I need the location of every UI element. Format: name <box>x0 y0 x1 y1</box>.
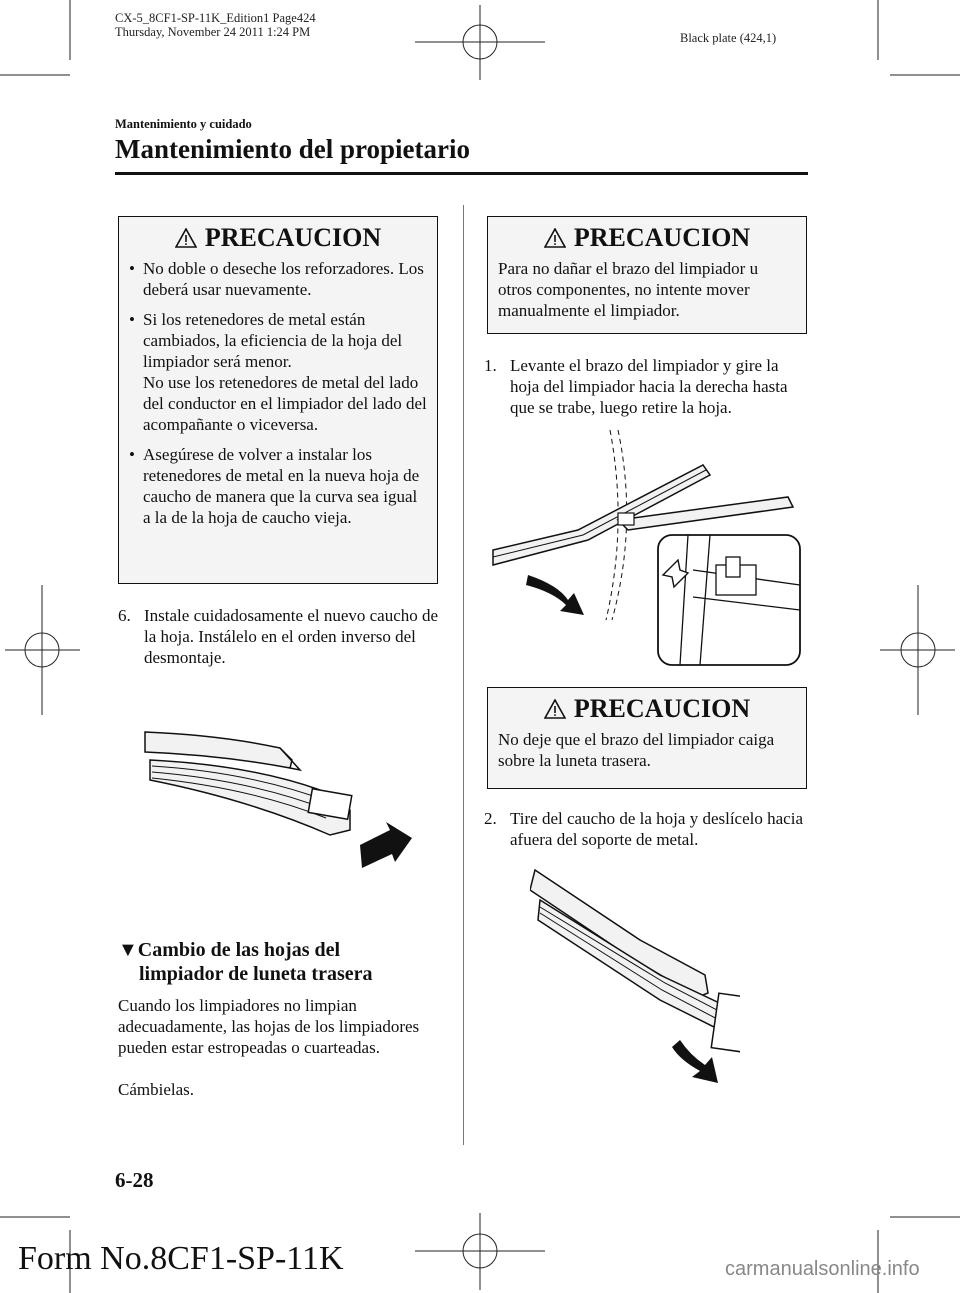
section-label: Mantenimiento y cuidado <box>115 117 252 131</box>
caution-bullet-2 <box>143 309 427 435</box>
caution-bullet-3: • Asegúrese de volver a instalar los retenedores de metal en la nueva hoja de caucho de manera que la curva sea igual a la de la hoja de caucho vieja. <box>143 444 427 528</box>
caution-bullet-1: • No doble o deseche los reforzadores. Los deberá usar nuevamente. <box>143 258 427 300</box>
caution-text-3: No deje que el brazo del limpiador caiga sobre la luneta trasera. <box>498 730 775 770</box>
caution-list-1 <box>119 258 437 528</box>
subsection-marker: ▼ <box>118 939 138 961</box>
print-meta-plate: Black plate (424,1) <box>680 31 777 45</box>
caution-bullet-2-extra: No use los retenedores de metal del lado del conductor en el limpiador del lado del acompañante o viceversa. <box>143 373 427 434</box>
step-2 <box>484 808 810 850</box>
caution-heading-3 <box>488 694 806 723</box>
caution-box-1 <box>118 216 438 584</box>
wiper-blade-install-figure <box>140 720 420 870</box>
caution-label-3: PRECAUCION <box>573 694 751 723</box>
title-rule <box>115 172 808 175</box>
subsection-title <box>118 938 340 962</box>
caution-box-3 <box>487 687 807 789</box>
caution-label-2: PRECAUCION <box>573 223 751 252</box>
page-number: 6-28 <box>115 1168 154 1192</box>
caution-box-2 <box>487 216 807 334</box>
form-number: Form No.8CF1-SP-11K <box>18 1240 344 1277</box>
print-meta-file: CX-5_8CF1-SP-11K_Edition1 Page424 <box>115 11 316 25</box>
step-1 <box>484 355 810 418</box>
print-meta-date: Thursday, November 24 2011 1:24 PM <box>115 25 311 39</box>
rear-wiper-paragraph: Cuando los limpiadores no limpian adecuadamente, las hojas de los limpiadores pueden estar estropeadas o cuarteadas. <box>118 996 420 1057</box>
rear-wiper-rotate-figure <box>488 425 808 670</box>
caution-heading-1 <box>119 223 437 252</box>
rear-wiper-paragraph-2: Cámbielas. <box>118 1080 195 1099</box>
caution-bullet-2-main: Si los retenedores de metal están cambiados, la eficiencia de la hoja del limpiador será menor. <box>143 310 403 371</box>
caution-heading-2 <box>488 223 806 252</box>
step-6-number: 6. <box>118 606 131 625</box>
warning-triangle-icon <box>544 228 566 248</box>
caution-label-1: PRECAUCION <box>204 223 382 252</box>
step-2-number: 2. <box>484 809 497 828</box>
step-2-text: Tire del caucho de la hoja y deslícelo hacia afuera del soporte de metal. <box>510 809 803 849</box>
caution-text-2: Para no dañar el brazo del limpiador u otros componentes, no intente mover manualmente el limpiador. <box>498 259 759 320</box>
step-6-text: Instale cuidadosamente el nuevo caucho de la hoja. Instálelo en el orden inverso del desmontaje. <box>144 606 439 667</box>
watermark: carmanualsonline.info <box>725 1258 920 1280</box>
subsection-title-line2: limpiador de luneta trasera <box>139 963 373 985</box>
warning-triangle-icon <box>544 699 566 719</box>
step-1-text: Levante el brazo del limpiador y gire la hoja del limpiador hacia la derecha hasta que se trabe, luego retire la hoja. <box>510 356 788 417</box>
blade-rubber-remove-figure <box>530 865 740 1085</box>
page-title: Mantenimiento del propietario <box>115 134 470 164</box>
step-6 <box>118 605 440 668</box>
subsection-title-line1: Cambio de las hojas del <box>137 939 341 961</box>
column-divider <box>463 205 464 1145</box>
step-1-number: 1. <box>484 356 497 375</box>
warning-triangle-icon <box>175 228 197 248</box>
